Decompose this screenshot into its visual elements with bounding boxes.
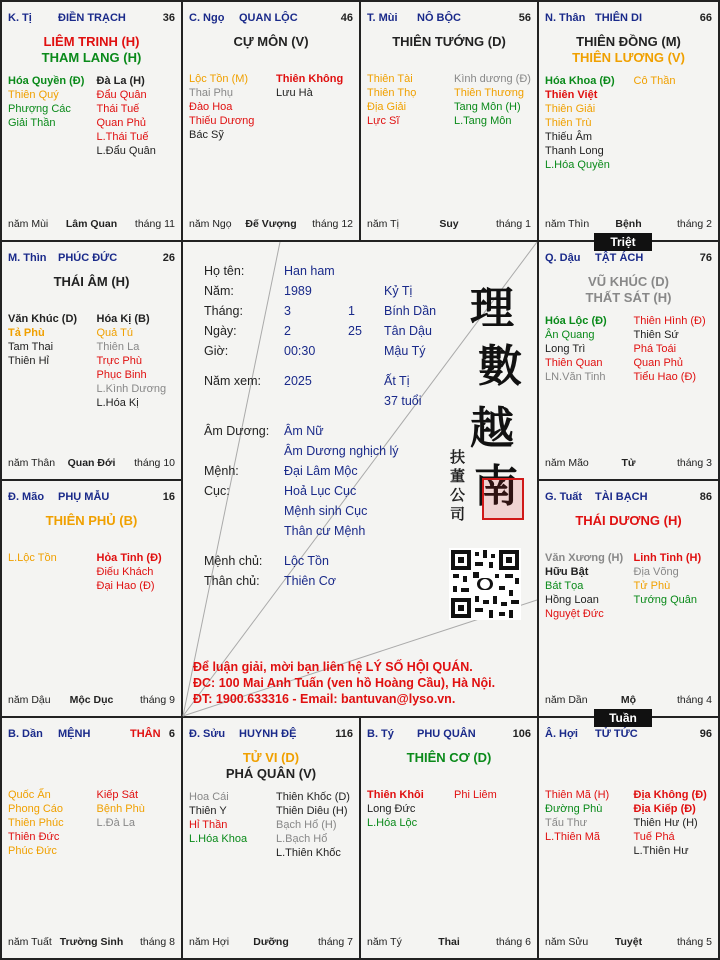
value-year: 1989	[284, 284, 312, 298]
tuan-tag: Tuần	[594, 709, 652, 727]
star: Đẩu Quân	[96, 89, 147, 101]
palace-footer	[545, 218, 712, 232]
star: Bát Tọa	[545, 580, 584, 592]
value-cuc: Hoả Lục Cục	[284, 484, 357, 498]
star: Thiên Quan	[545, 357, 603, 369]
star: Thiên Tài	[367, 73, 413, 85]
month-label: tháng 9	[139, 694, 175, 706]
palace-cell-ngo	[183, 2, 359, 240]
palace-name: ĐIỀN TRẠCH	[58, 12, 126, 24]
small-calli-char: 董	[450, 467, 466, 485]
star: L.Kình Dương	[96, 383, 167, 395]
star: Thiên Phúc	[8, 817, 64, 829]
stars-right	[97, 788, 145, 830]
year-label: năm Tị	[367, 218, 399, 230]
label-menh: Mệnh:	[204, 464, 239, 478]
palace-cell-mui	[361, 2, 537, 240]
trang-sinh-label: Mộc Dục	[69, 694, 114, 706]
star: Giải Thần	[8, 117, 56, 129]
stars-right	[97, 74, 156, 158]
palace-name: NÔ BỘC	[417, 12, 461, 24]
value-than-chu: Thiên Cơ	[284, 574, 336, 588]
label-am-duong: Âm Dương:	[204, 424, 270, 438]
trang-sinh-label: Suy	[439, 218, 459, 230]
stars-right	[634, 788, 707, 858]
value-age: 37 tuổi	[384, 394, 422, 408]
star: Thiếu Dương	[189, 115, 255, 127]
main-star: VŨ KHÚC (D)	[588, 274, 669, 289]
month-label: tháng 2	[676, 218, 712, 230]
palace-header	[8, 252, 175, 266]
stars-left	[8, 312, 77, 368]
star: Thanh Long	[545, 145, 604, 157]
star: L.Thiên Mã	[545, 831, 601, 843]
trang-sinh-label: Thai	[438, 936, 460, 948]
star: Thiên Khốc (D)	[276, 791, 350, 803]
palace-header	[8, 12, 175, 26]
palace-cell-suu	[183, 718, 359, 958]
palace-number: 76	[699, 252, 712, 264]
label-cuc: Cục:	[204, 484, 230, 498]
palace-footer	[367, 936, 531, 950]
value-cuc-note: Mệnh sinh Cục	[284, 504, 368, 518]
value-menh: Đại Lâm Mộc	[284, 464, 358, 478]
label-year: Năm:	[204, 284, 234, 298]
palace-cell-ti	[361, 718, 537, 958]
star: Phượng Các	[8, 103, 71, 115]
value-month-canchi: Bính Dần	[384, 304, 437, 318]
branch-label: Đ. Mão	[8, 491, 45, 503]
year-label: năm Hợi	[189, 936, 230, 948]
star: Tướng Quân	[633, 594, 697, 606]
star: Quốc Ấn	[8, 789, 51, 801]
main-star: CỰ MÔN (V)	[233, 34, 309, 49]
star: L.Hóa Lộc	[367, 817, 418, 829]
small-calli-char: 司	[450, 505, 466, 523]
star: Tuế Phá	[633, 831, 675, 843]
stars-left	[8, 74, 84, 130]
palace-footer	[545, 457, 712, 471]
star: Thiên Trù	[545, 117, 592, 129]
star: LN.Văn Tinh	[545, 371, 606, 383]
label-view-year: Năm xem:	[204, 374, 261, 388]
year-label: năm Mão	[545, 457, 589, 469]
star: Thiên Mã (H)	[545, 789, 610, 801]
palace-footer	[8, 694, 175, 708]
month-label: tháng 6	[495, 936, 531, 948]
star: Bạch Hổ (H)	[276, 819, 337, 831]
star: Hóa Khoa (Đ)	[545, 75, 615, 87]
palace-name: PHU QUÂN	[417, 728, 476, 740]
trang-sinh-label: Tuyệt	[614, 936, 643, 948]
star: Thai Phụ	[189, 87, 234, 99]
palace-number: 86	[699, 491, 712, 503]
value-hour-canchi: Mậu Tý	[384, 344, 426, 358]
main-star: THAM LANG (H)	[41, 50, 142, 65]
contact-line: Để luận giải, mời bạn liên hệ LÝ SỐ HỘI QUÁN.	[193, 660, 473, 674]
month-label: tháng 1	[495, 218, 531, 230]
trang-sinh-label: Quan Đới	[67, 457, 116, 469]
stars-right	[454, 788, 497, 802]
star: Quả Tú	[96, 327, 133, 339]
stars-right	[97, 312, 167, 410]
star: Phong Cáo	[8, 803, 64, 815]
palace-name: TẬT ÁCH	[595, 252, 644, 264]
palace-header	[367, 12, 531, 26]
palace-number: 116	[335, 728, 353, 740]
branch-label: Q. Dậu	[545, 252, 581, 264]
month-label: tháng 11	[134, 218, 175, 230]
star: Hoa Cái	[189, 791, 229, 803]
calligraphy-char: 數	[478, 341, 522, 392]
star: Quan Phủ	[96, 117, 147, 129]
value-hour: 00:30	[284, 344, 316, 358]
star: Hóa Quyền (Đ)	[8, 75, 85, 87]
branch-label: B. Dần	[8, 728, 43, 740]
palace-name: THIÊN DI	[595, 12, 643, 24]
label-menh-chu: Mệnh chủ:	[204, 554, 263, 568]
star: Thiên Đức	[8, 831, 60, 843]
star: Phục Binh	[96, 369, 147, 381]
label-month: Tháng:	[204, 304, 243, 318]
year-label: năm Thân	[8, 457, 56, 469]
star: Trực Phù	[96, 355, 142, 367]
palace-header	[545, 252, 712, 266]
star: Địa Kiếp (Đ)	[633, 803, 696, 815]
star: Long Đức	[367, 803, 416, 815]
star: Tam Thai	[8, 341, 54, 353]
stars-left	[545, 74, 615, 172]
star: L.Lộc Tồn	[8, 552, 57, 564]
star: Phúc Đức	[8, 845, 57, 857]
star: Thiên Diêu (H)	[276, 805, 348, 817]
palace-name: QUAN LỘC	[239, 12, 298, 24]
month-label: tháng 5	[676, 936, 712, 948]
star: Tiểu Hao (Đ)	[633, 371, 697, 383]
star: Thiên Hỉ	[8, 355, 49, 367]
palace-cell-dan	[2, 718, 181, 958]
value-year-canchi: Kỷ Tị	[384, 284, 413, 298]
star: Bác Sỹ	[189, 129, 224, 141]
star: Thiên Giải	[545, 103, 596, 115]
trang-sinh-label: Bệnh	[615, 218, 642, 230]
value-view-year: 2025	[284, 374, 312, 388]
stars-right	[634, 74, 676, 88]
star: Bệnh Phù	[96, 803, 145, 815]
star: Thiên Việt	[545, 89, 598, 101]
star: Văn Khúc (D)	[8, 313, 78, 325]
palace-cell-thin	[2, 242, 181, 479]
palace-footer	[367, 218, 531, 232]
trang-sinh-label: Lâm Quan	[65, 218, 118, 230]
year-label: năm Thìn	[545, 218, 590, 230]
star: Thiên Không	[276, 73, 344, 85]
contact-phone-email[interactable]: ĐT: 1900.633316 - Email: bantuvan@lyso.vn.	[193, 692, 456, 706]
branch-label: G. Tuất	[545, 491, 583, 503]
star: Lưu Hà	[276, 87, 313, 99]
main-star: THIÊN TƯỚNG (D)	[392, 34, 506, 49]
label-than-chu: Thân chủ:	[204, 574, 260, 588]
year-label: năm Mùi	[8, 218, 49, 230]
palace-footer	[8, 218, 175, 232]
contact-address: ĐC: 100 Mai Anh Tuấn (ven hồ Hoàng Cầu), Hà Nội.	[193, 676, 496, 690]
star: Hóa Kị (B)	[96, 313, 150, 325]
star: Cô Thần	[633, 75, 676, 87]
branch-label: M. Thìn	[8, 252, 47, 264]
branch-label: T. Mùi	[367, 12, 398, 24]
year-label: năm Dần	[545, 694, 588, 706]
star: Hóa Lộc (Đ)	[545, 315, 607, 327]
small-calli-char: 公	[450, 486, 466, 504]
palace-name: TÀI BẠCH	[595, 491, 648, 503]
value-than-cu: Thân cư Mệnh	[284, 524, 366, 538]
trang-sinh-label: Mộ	[620, 694, 637, 706]
star: Thiên Hình (Đ)	[633, 315, 706, 327]
trang-sinh-label: Dưỡng	[253, 936, 289, 948]
month-label: tháng 12	[312, 218, 353, 230]
value-day-canchi: Tân Dậu	[384, 324, 432, 338]
main-star: THIÊN CƠ (D)	[406, 750, 492, 765]
star: L.Đẩu Quân	[96, 145, 156, 157]
star: Hữu Bật	[545, 566, 589, 578]
star: Phi Liêm	[454, 789, 497, 801]
star: Văn Xương (H)	[545, 552, 624, 564]
palace-number: 46	[340, 12, 353, 24]
branch-label: N. Thân	[545, 12, 586, 24]
label-day: Ngày:	[204, 324, 237, 338]
stars-left	[545, 788, 609, 844]
star: L.Thiên Khốc	[276, 847, 341, 859]
star: Đại Hao (Đ)	[96, 580, 155, 592]
star: Hỏa Tinh (Đ)	[96, 552, 162, 564]
year-label: năm Tuất	[8, 936, 52, 948]
palace-number: 36	[162, 12, 175, 24]
star: L.Hóa Kị	[96, 397, 139, 409]
month-label: tháng 7	[317, 936, 353, 948]
star: Linh Tinh (H)	[633, 552, 702, 564]
month-label: tháng 4	[676, 694, 712, 706]
year-label: năm Dậu	[8, 694, 51, 706]
star: Quan Phủ	[633, 357, 684, 369]
year-label: năm Sửu	[545, 936, 589, 948]
stars-left	[189, 790, 247, 846]
palace-header	[367, 728, 531, 742]
star: Lộc Tồn (M)	[189, 73, 249, 85]
star: Ân Quang	[545, 329, 595, 341]
star: Tấu Thư	[545, 817, 588, 829]
value-day-solar: 2	[284, 324, 291, 338]
star: Kình dương (Đ)	[454, 73, 531, 85]
star: Long Trì	[545, 343, 586, 355]
branch-label: Â. Hợi	[545, 728, 578, 740]
than-palace-name: THÂN	[130, 728, 161, 740]
stars-left	[367, 788, 424, 830]
star: Tang Môn (H)	[454, 101, 521, 113]
month-label: tháng 10	[134, 457, 175, 469]
star: Thiên Thương	[454, 87, 525, 99]
stars-left	[545, 551, 623, 621]
palace-header	[545, 491, 712, 505]
trang-sinh-label: Đế Vượng	[245, 218, 297, 230]
qr-code[interactable]	[449, 548, 521, 620]
palace-number: 26	[162, 252, 175, 264]
main-star: THÁI ÂM (H)	[53, 274, 130, 289]
stars-right	[276, 790, 350, 860]
palace-name: PHÚC ĐỨC	[58, 252, 118, 264]
trang-sinh-label: Trường Sinh	[59, 936, 124, 948]
main-star: THẤT SÁT (H)	[585, 290, 672, 305]
value-day-lunar: 25	[348, 324, 362, 338]
star: L.Thiên Hư	[633, 845, 689, 857]
star: Thiên Y	[189, 805, 227, 817]
star: Đào Hoa	[189, 101, 233, 113]
star: Tử Phù	[633, 580, 671, 592]
star: Kiếp Sát	[96, 789, 139, 801]
star: Đà La (H)	[96, 75, 145, 87]
branch-label: C. Ngọ	[189, 12, 225, 24]
trang-sinh-label: Tử	[621, 457, 636, 469]
palace-number: 106	[512, 728, 531, 740]
value-month-lunar: 1	[348, 304, 355, 318]
stars-right	[276, 72, 343, 100]
main-star: TỬ VI (D)	[242, 750, 300, 765]
star: Tả Phù	[8, 327, 45, 339]
palace-name: TỬ TỨC	[595, 728, 638, 740]
small-calligraphy	[450, 448, 468, 524]
value-am-duong-note: Âm Dương nghịch lý	[284, 444, 399, 458]
value-name: Han ham	[284, 264, 335, 278]
year-label: năm Tý	[367, 936, 402, 948]
stars-left	[367, 72, 416, 128]
star: Lực Sĩ	[367, 115, 400, 127]
star: Thiếu Âm	[545, 131, 593, 143]
main-star: THÁI DƯƠNG (H)	[575, 513, 682, 528]
star: Phá Toái	[633, 343, 677, 355]
palace-name: MỆNH	[58, 728, 91, 740]
year-label: năm Ngọ	[189, 218, 232, 230]
palace-footer	[545, 694, 712, 708]
palace-number: 16	[162, 491, 175, 503]
stars-right	[97, 551, 162, 593]
palace-cell-mao	[2, 481, 181, 716]
palace-cell-than	[539, 2, 718, 240]
palace-number: 6	[168, 728, 175, 740]
star: Thiên Thọ	[367, 87, 417, 99]
star: Thiên Khôi	[367, 789, 424, 801]
palace-header	[545, 12, 712, 26]
calligraphy-char: 理	[470, 283, 514, 334]
triet-tag: Triệt	[594, 233, 652, 251]
star: Đường Phù	[545, 803, 603, 815]
month-label: tháng 8	[139, 936, 175, 948]
main-star: THIÊN ĐỒNG (M)	[576, 34, 681, 49]
star: Thái Tuế	[96, 103, 140, 115]
palace-cell-ty	[2, 2, 181, 240]
stars-left	[8, 551, 57, 565]
stars-left	[189, 72, 254, 142]
month-label: tháng 3	[676, 457, 712, 469]
stars-left	[545, 314, 607, 384]
stars-right	[634, 551, 702, 607]
branch-label: K. Tị	[8, 12, 32, 24]
star: Thiên Hư (H)	[633, 817, 698, 829]
star: Nguyệt Đức	[545, 608, 604, 620]
branch-label: B. Tý	[367, 728, 394, 740]
star: L.Tang Môn	[454, 115, 512, 127]
calligraphy-char: 南	[474, 461, 518, 512]
palace-header	[545, 728, 712, 742]
palace-header	[189, 12, 353, 26]
palace-number: 66	[699, 12, 712, 24]
palace-header	[8, 728, 175, 742]
main-star: THIÊN PHỦ (B)	[45, 513, 138, 528]
star: L.Đà La	[96, 817, 136, 829]
value-menh-chu: Lộc Tồn	[284, 554, 329, 568]
stars-right	[454, 72, 531, 128]
palace-header	[189, 728, 353, 742]
palace-footer	[189, 936, 353, 950]
star: Thiên Quý	[8, 89, 59, 101]
star: L.Hóa Quyền	[545, 159, 610, 171]
star: Thiên Sứ	[633, 329, 679, 341]
star: Địa Giải	[367, 101, 407, 113]
palace-footer	[8, 936, 175, 950]
star: Hỉ Thần	[189, 819, 228, 831]
branch-label: Đ. Sửu	[189, 728, 226, 740]
star: Thiên La	[96, 341, 140, 353]
palace-footer	[545, 936, 712, 950]
star: L.Bạch Hổ	[276, 833, 328, 845]
value-month-solar: 3	[284, 304, 291, 318]
main-star: LIÊM TRINH (H)	[43, 34, 140, 49]
star: L.Thái Tuế	[96, 131, 149, 143]
palace-cell-tuat	[539, 481, 718, 716]
label-hour: Giờ:	[204, 344, 229, 358]
stars-left	[8, 788, 64, 858]
palace-name: PHỤ MẪU	[58, 491, 110, 503]
small-calli-char: 扶	[450, 448, 466, 466]
palace-number: 56	[518, 12, 531, 24]
palace-header	[8, 491, 175, 505]
value-view-year-canchi: Ất Tị	[384, 374, 410, 388]
calligraphy-char: 越	[470, 403, 514, 454]
value-am-duong: Âm Nữ	[284, 424, 324, 438]
star: Điếu Khách	[96, 566, 154, 578]
star: L.Hóa Khoa	[189, 833, 248, 845]
main-star: THIÊN LƯƠNG (V)	[572, 50, 685, 65]
palace-number: 96	[699, 728, 712, 740]
label-name: Họ tên:	[204, 264, 245, 278]
main-star: PHÁ QUÂN (V)	[225, 766, 317, 781]
palace-footer	[8, 457, 175, 471]
palace-cell-dau	[539, 242, 718, 479]
palace-footer	[189, 218, 353, 232]
palace-name: HUYNH ĐỆ	[239, 728, 297, 740]
star: Hồng Loan	[545, 594, 599, 606]
palace-cell-hoi	[539, 718, 718, 958]
stars-right	[634, 314, 706, 384]
star: Địa Không (Đ)	[633, 789, 707, 801]
red-seal-stamp	[482, 478, 524, 520]
star: Địa Võng	[633, 566, 679, 578]
